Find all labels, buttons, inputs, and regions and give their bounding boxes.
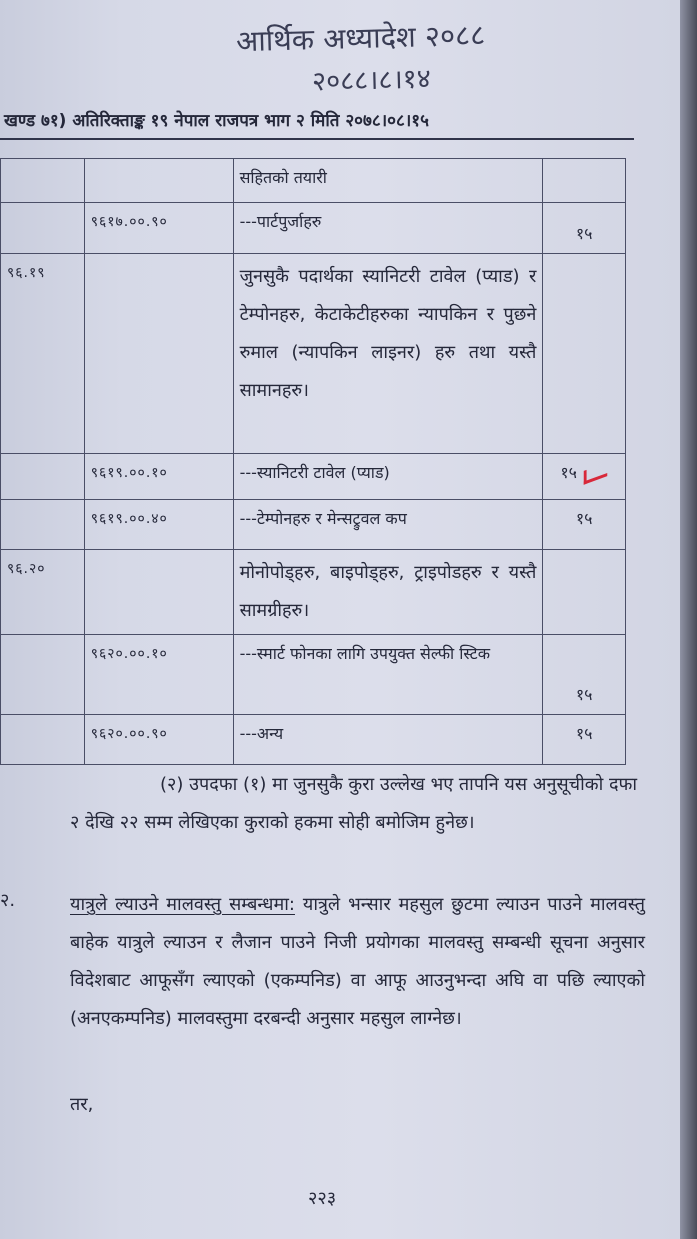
gazette-header: खण्ड ७१) अतिरिक्ताङ्क १९ नेपाल राजपत्र भाग २ मिति २०७८।०८।१५ <box>4 111 429 131</box>
rate-value: १५ <box>560 463 577 482</box>
heading-cell: ९६.२० <box>1 550 85 635</box>
paragraph-traveller-goods <box>70 886 645 1038</box>
section-body: यात्रुले भन्सार महसुल छुटमा ल्याउन पाउने मालवस्तु बाहेक यात्रुले ल्याउन र लैजान पाउने निजी प्रयोगका मालवस्तु सम्बन्धी सूचना अनुसार विदेशबाट आफूसँग ल्याएको (एकम्पनिड) वा आफू आउनुभन्दा अघि वा पछि ल्याएको (अनएकम्पनिड) मालवस्तुमा दरबन्दी अनुसार महसुल लाग्नेछ। <box>70 894 645 1029</box>
table-row <box>1 635 626 715</box>
rate-cell: १५ <box>543 500 626 550</box>
table-row <box>1 203 626 254</box>
heading-cell <box>1 635 85 715</box>
description-cell: सहितको तयारी <box>233 159 543 203</box>
rate-cell: १५ <box>543 715 626 765</box>
description-cell: ---स्यानिटरी टावेल (प्याड) <box>233 454 543 500</box>
paragraph-subsection-2: (२) उपदफा (१) मा जुनसुकै कुरा उल्लेख भए तापनि यस अनुसूचीको दफा २ देखि २२ सम्म लेखिएका कुराको हकमा सोही बमोजिम हुनेछ। <box>70 774 638 833</box>
hs-code-cell <box>84 254 233 454</box>
table-row <box>1 715 626 765</box>
rate-cell: १५ <box>543 203 626 254</box>
book-spine <box>680 0 697 1239</box>
description-cell: ---स्मार्ट फोनका लागि उपयुक्त सेल्फी स्टिक <box>233 635 543 715</box>
table-row <box>1 159 626 203</box>
table-row <box>1 454 626 500</box>
rate-cell <box>543 254 626 454</box>
rate-cell: १५ <box>543 635 626 715</box>
section-heading: यात्रुले ल्याउने मालवस्तु सम्बन्धमा: <box>70 894 295 915</box>
hs-code-cell: ९६१७.००.९० <box>84 203 233 254</box>
hs-code-cell: ९६१९.००.१० <box>84 454 233 500</box>
hs-code-cell: ९६२०.००.१० <box>84 635 233 715</box>
description-cell: ---टेम्पोनहरु र मेन्सट्रुवल कप <box>233 500 543 550</box>
description-cell: जुनसुकै पदार्थका स्यानिटरी टावेल (प्याड) र टेम्पोनहरु, केटाकेटीहरुका न्यापकिन र पुछने रुमाल (न्यापकिन लाइनर) हरु तथा यस्तै सामानहरु। <box>233 254 543 454</box>
table-row <box>1 254 626 454</box>
hs-code-cell: ९६१९.००.४० <box>84 500 233 550</box>
heading-cell <box>1 159 85 203</box>
rate-cell <box>543 159 626 203</box>
proviso-text: तर, <box>70 1094 94 1115</box>
description-cell: मोनोपोड्हरु, बाइपोड्हरु, ट्राइपोडहरु र यस्तै सामग्रीहरु। <box>233 550 543 635</box>
table-row <box>1 500 626 550</box>
handwritten-note-title: आर्थिक अध्यादेश २०८८ <box>235 17 486 59</box>
page-number: २२३ <box>308 1188 337 1209</box>
header-divider <box>0 138 634 140</box>
checkmark-icon <box>584 462 607 484</box>
section-number: २. <box>0 890 16 911</box>
heading-cell <box>1 454 85 500</box>
description-cell: ---पार्टपुर्जाहरु <box>233 203 543 254</box>
handwritten-note-date: २०८८।८।१४ <box>311 63 432 98</box>
hs-code-cell <box>84 159 233 203</box>
heading-cell <box>1 500 85 550</box>
rate-cell <box>543 550 626 635</box>
heading-cell <box>1 715 85 765</box>
hs-code-cell: ९६२०.००.९० <box>84 715 233 765</box>
table-row <box>1 550 626 635</box>
hs-code-cell <box>84 550 233 635</box>
heading-cell <box>1 203 85 254</box>
tariff-table <box>0 158 626 765</box>
description-cell: ---अन्य <box>233 715 543 765</box>
rate-cell <box>543 454 626 500</box>
heading-cell: ९६.१९ <box>1 254 85 454</box>
